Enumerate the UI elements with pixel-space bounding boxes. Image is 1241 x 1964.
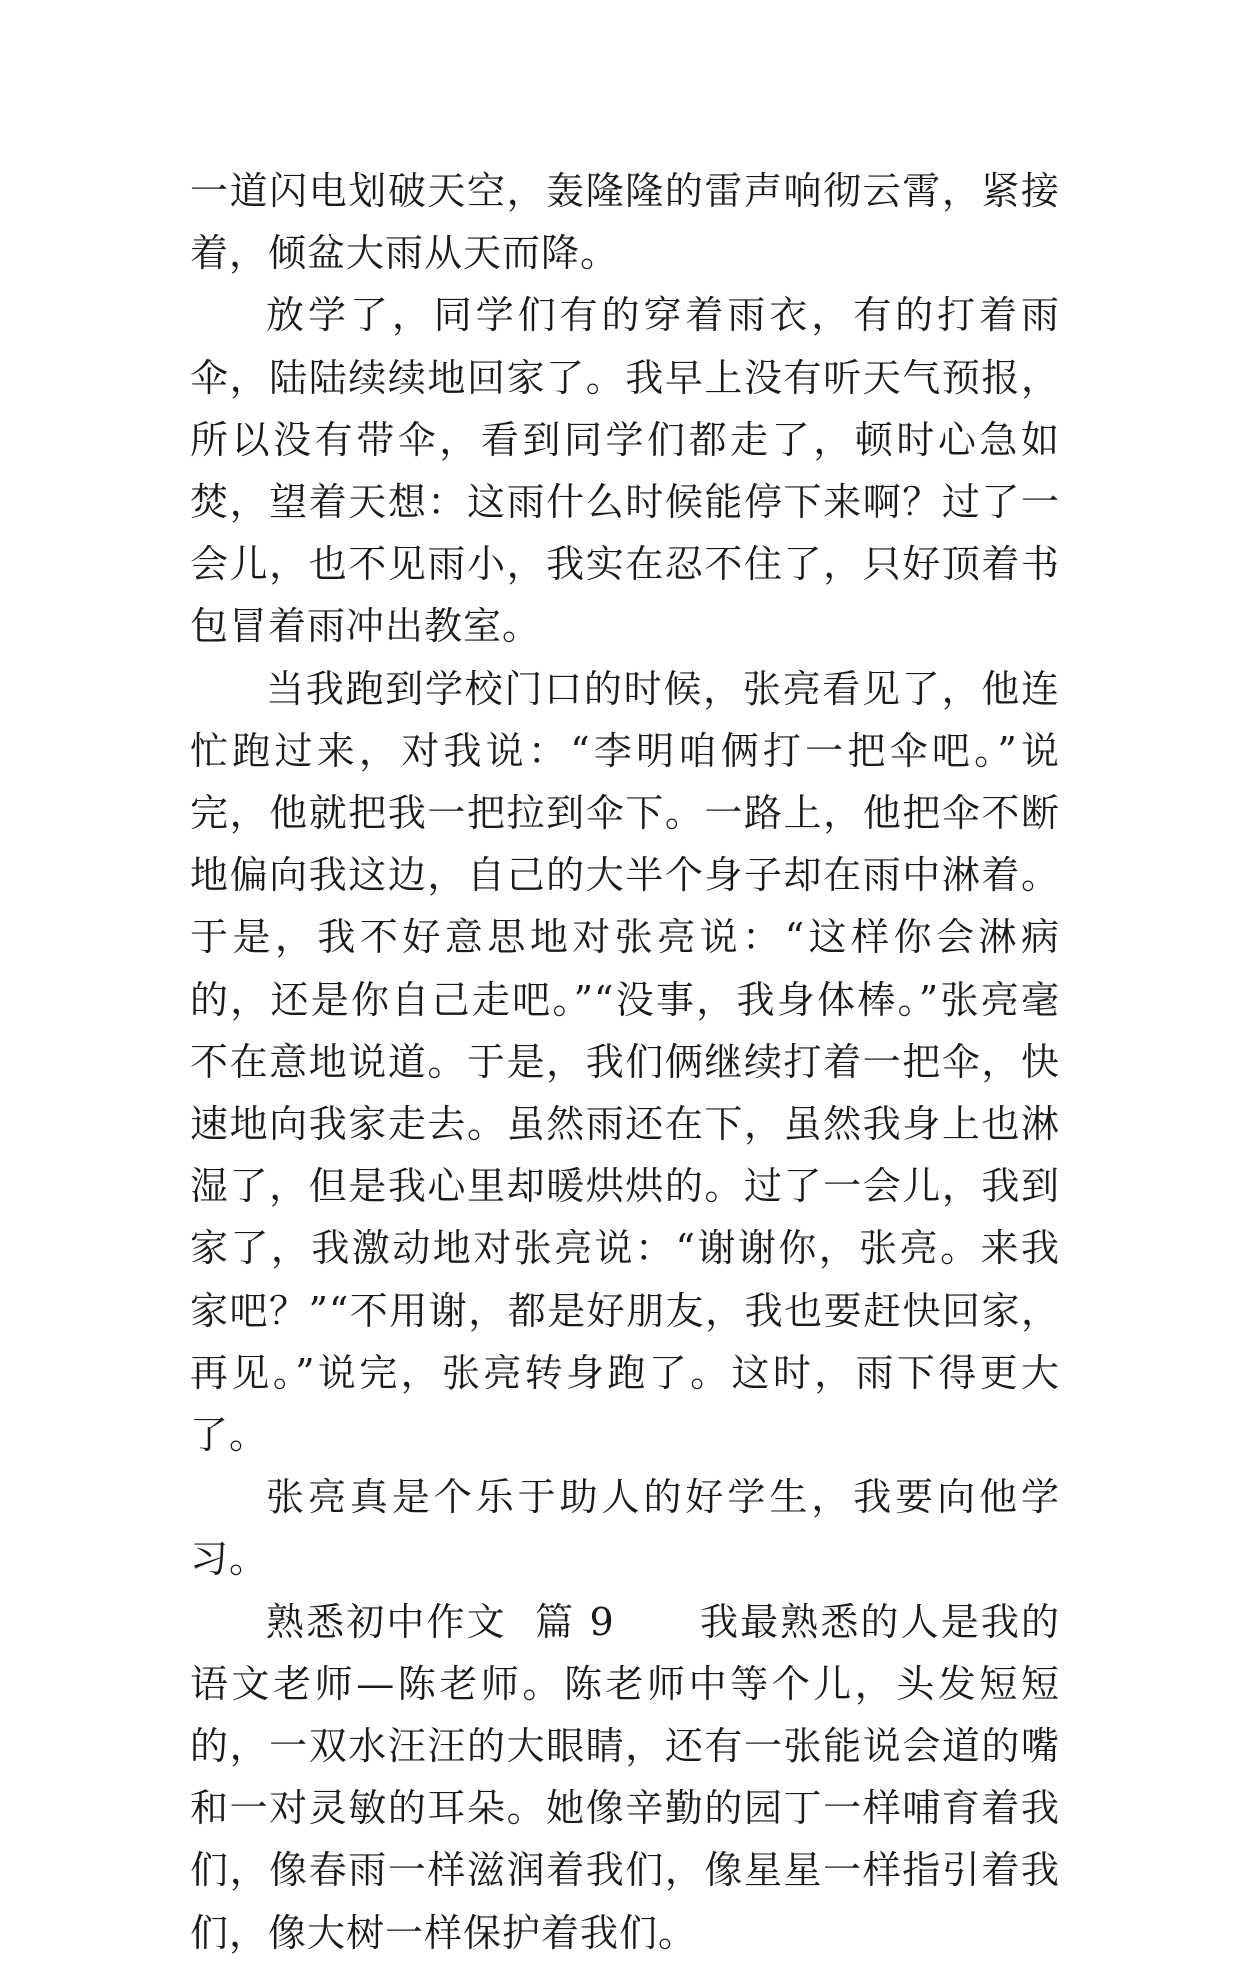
paragraph-conclusion: 张亮真是个乐于助人的好学生，我要向他学习。 — [190, 1475, 1060, 1582]
paragraph-opening: 一道闪电划破天空，轰隆隆的雷声响彻云霄，紧接着，倾盆大雨从天而降。 — [190, 169, 1060, 276]
heading-gap — [615, 1600, 700, 1644]
paragraph-shared-umbrella: 当我跑到学校门口的时候，张亮看见了，他连忙跑过来，对我说：“李明咱俩打一把伞吧。”说完，他就把我一把拉到伞下。一路上，他把伞不断地偏向我这边，自己的大半个身子却在雨中淋着。于是，我不好意思地对张亮说：“这样你会淋病的，还是你自己走吧。”“没事，我身体棒。”张亮毫不在意地说道。于是，我们俩继续打着一把伞，快速地向我家走去。虽然雨还在下，虽然我身上也淋湿了，但是我心里却暖烘烘的。过了一会儿，我到家了，我激动地对张亮说：“谢谢你，张亮。来我家吧？”“不用谢，都是好朋友，我也要赶快回家，再见。”说完，张亮转身跑了。这时，雨下得更大了。 — [190, 666, 1060, 1458]
section-heading: 熟悉初中作文 篇 9 — [266, 1599, 615, 1644]
essay-text — [190, 160, 1060, 1964]
paragraph-section-9 — [190, 1591, 1060, 1964]
paragraph-after-school: 放学了，同学们有的穿着雨衣，有的打着雨伞，陆陆续续地回家了。我早上没有听天气预报，所以没有带伞，看到同学们都走了，顿时心急如焚，望着天想：这雨什么时候能停下来啊？过了一会儿，也不见雨小，我实在忍不住了，只好顶着书包冒着雨冲出教室。 — [190, 293, 1060, 649]
section-body: 我最熟悉的人是我的语文老师—陈老师。陈老师中等个儿，头发短短的，一双水汪汪的大眼睛，还有一张能说会道的嘴和一对灵敏的耳朵。她像辛勤的园丁一样哺育着我们，像春雨一样滋润着我们，像星星一样指引着我们，像大树一样保护着我们。 — [190, 1599, 1060, 1955]
